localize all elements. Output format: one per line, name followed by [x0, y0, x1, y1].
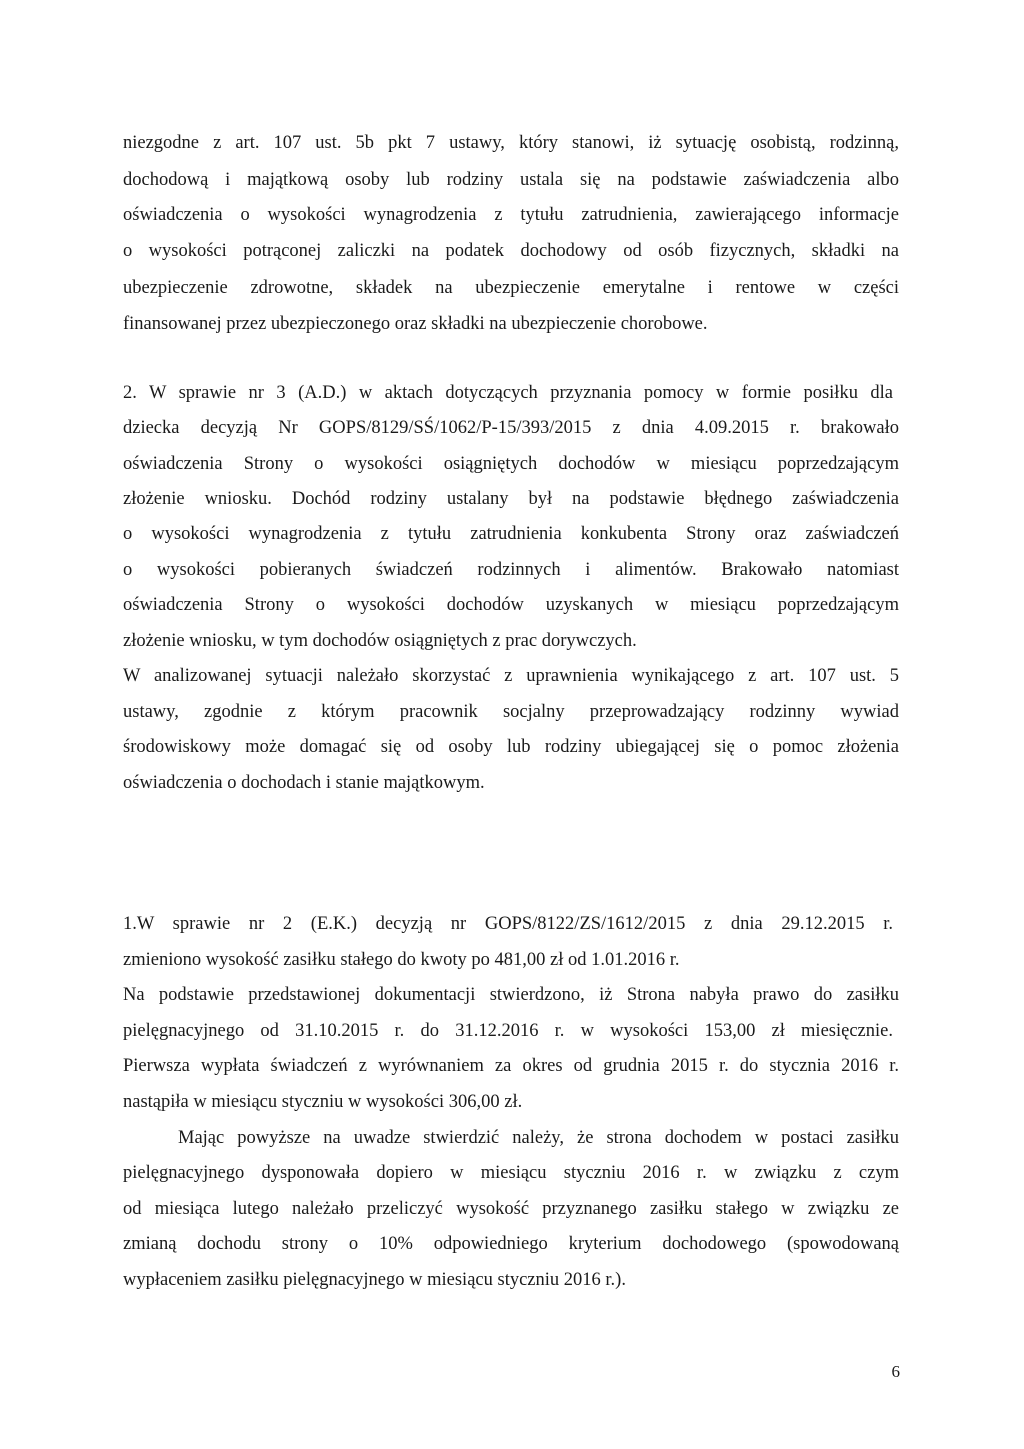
- text-line: W analizowanej sytuacji należało skorzystać z uprawnienia wynikającego z art. 107 ust. 5: [123, 666, 899, 686]
- text-line: 1.W sprawie nr 2 (E.K.) decyzją nr GOPS/8122/ZS/1612/2015 z dnia 29.12.2015 r.: [123, 914, 893, 934]
- text-line: Mając powyższe na uwadze stwierdzić należy, że strona dochodem w postaci zasiłku: [178, 1128, 899, 1148]
- text-line: o wysokości wynagrodzenia z tytułu zatrudnienia konkubenta Strony oraz zaświadczeń: [123, 524, 899, 544]
- text-line: od miesiąca lutego należało przeliczyć wysokość przyznanego zasiłku stałego w związku ze: [123, 1199, 899, 1219]
- text-line: ubezpieczenie zdrowotne, składek na ubezpieczenie emerytalne i rentowe w części: [123, 278, 899, 298]
- text-line: dziecka decyzją Nr GOPS/8129/SŚ/1062/P-15/393/2015 z dnia 4.09.2015 r. brakowało: [123, 418, 899, 438]
- text-line: nastąpiła w miesiącu styczniu w wysokości 306,00 zł.: [123, 1092, 523, 1112]
- text-line: oświadczenia Strony o wysokości osiągniętych dochodów w miesiącu poprzedzającym: [123, 454, 899, 474]
- text-line: oświadczenia Strony o wysokości dochodów uzyskanych w miesiącu poprzedzającym: [123, 595, 899, 615]
- text-line: ustawy, zgodnie z którym pracownik socjalny przeprowadzający rodzinny wywiad: [123, 702, 899, 722]
- text-line: środowiskowy może domagać się od osoby lub rodziny ubiegającej się o pomoc złożenia: [123, 737, 899, 757]
- text-line: zmieniono wysokość zasiłku stałego do kwoty po 481,00 zł od 1.01.2016 r.: [123, 950, 680, 970]
- text-line: Na podstawie przedstawionej dokumentacji stwierdzono, iż Strona nabyła prawo do zasiłku: [123, 985, 899, 1005]
- text-line: pielęgnacyjnego od 31.10.2015 r. do 31.12.2016 r. w wysokości 153,00 zł miesięcznie.: [123, 1021, 893, 1041]
- text-line: oświadczenia o dochodach i stanie majątkowym.: [123, 773, 485, 793]
- text-line: złożenie wniosku. Dochód rodziny ustalany był na podstawie błędnego zaświadczenia: [123, 489, 899, 509]
- text-line: oświadczenia o wysokości wynagrodzenia z tytułu zatrudnienia, zawierającego informacje: [123, 205, 899, 225]
- text-line: złożenie wniosku, w tym dochodów osiągniętych z prac dorywczych.: [123, 631, 637, 651]
- text-line: 2. W sprawie nr 3 (A.D.) w aktach dotyczących przyznania pomocy w formie posiłku dla: [123, 383, 893, 403]
- text-line: o wysokości potrąconej zaliczki na podatek dochodowy od osób fizycznych, składki na: [123, 241, 899, 261]
- text-line: niezgodne z art. 107 ust. 5b pkt 7 ustawy, który stanowi, iż sytuację osobistą, rodzinną,: [123, 133, 899, 153]
- text-line: Pierwsza wypłata świadczeń z wyrównaniem za okres od grudnia 2015 r. do stycznia 2016 r.: [123, 1056, 899, 1076]
- text-line: wypłaceniem zasiłku pielęgnacyjnego w miesiącu styczniu 2016 r.).: [123, 1270, 626, 1290]
- text-line: zmianą dochodu strony o 10% odpowiedniego kryterium dochodowego (spowodowaną: [123, 1234, 899, 1254]
- page-number: 6: [891, 1362, 900, 1381]
- text-line: o wysokości pobieranych świadczeń rodzinnych i alimentów. Brakowało natomiast: [123, 560, 899, 580]
- text-line: dochodową i majątkową osoby lub rodziny ustala się na podstawie zaświadczenia albo: [123, 170, 899, 190]
- text-line: pielęgnacyjnego dysponowała dopiero w miesiącu styczniu 2016 r. w związku z czym: [123, 1163, 899, 1183]
- text-line: finansowanej przez ubezpieczonego oraz składki na ubezpieczenie chorobowe.: [123, 314, 708, 334]
